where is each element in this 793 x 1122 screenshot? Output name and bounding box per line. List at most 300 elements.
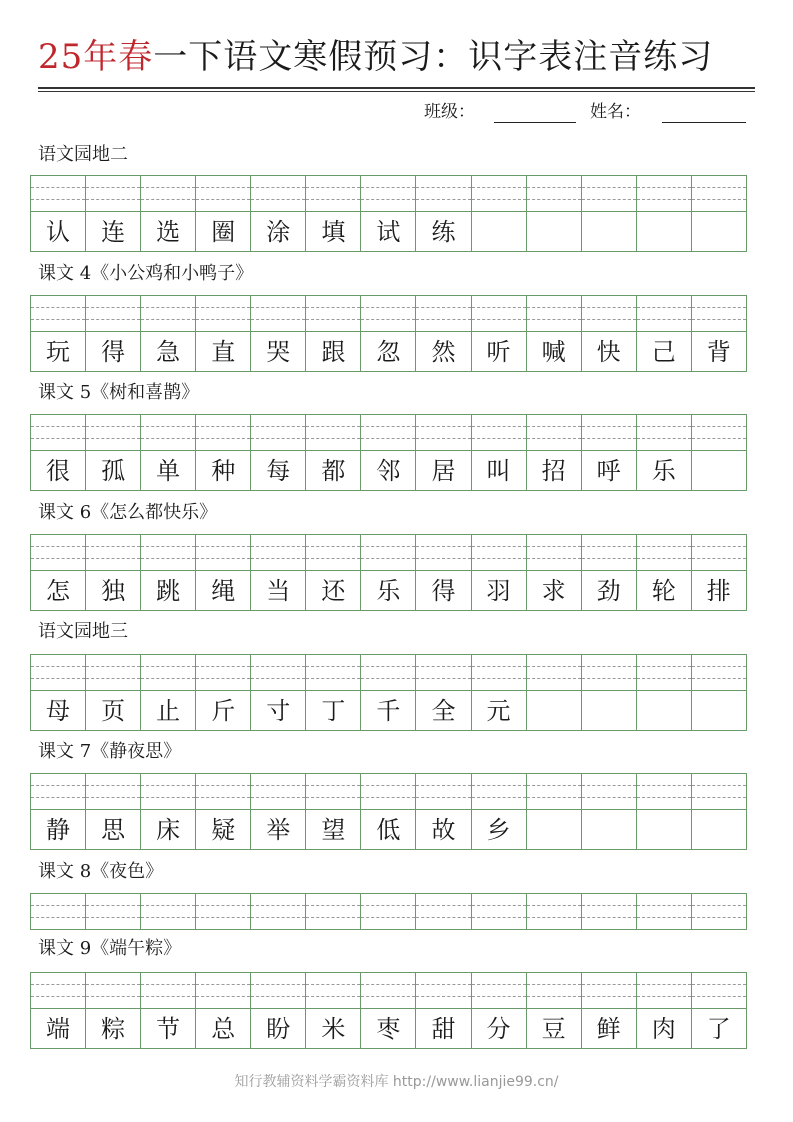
class-field[interactable] — [494, 122, 576, 123]
guide-line — [31, 199, 85, 200]
pinyin-cell[interactable] — [637, 534, 692, 571]
pinyin-cell[interactable] — [416, 773, 471, 810]
character-cell — [692, 691, 747, 731]
pinyin-cell[interactable] — [472, 175, 527, 212]
guide-line — [692, 785, 746, 786]
guide-line — [196, 558, 250, 559]
guide-line — [472, 666, 526, 667]
guide-line — [306, 438, 360, 439]
guide-line — [637, 546, 691, 547]
pinyin-cell[interactable] — [31, 414, 86, 451]
character-cell: 选 — [141, 212, 196, 252]
guide-line — [582, 187, 636, 188]
pinyin-cell[interactable] — [31, 295, 86, 332]
guide-line — [306, 785, 360, 786]
guide-line — [527, 187, 581, 188]
character-cell: 急 — [141, 332, 196, 372]
pinyin-cell[interactable] — [361, 175, 416, 212]
guide-line — [141, 558, 195, 559]
guide-line — [86, 187, 140, 188]
guide-line — [692, 546, 746, 547]
guide-line — [196, 678, 250, 679]
guide-line — [527, 797, 581, 798]
title-rule-thin — [38, 91, 755, 92]
character-cell — [527, 810, 582, 850]
pinyin-cell[interactable] — [582, 175, 637, 212]
guide-line — [637, 319, 691, 320]
pinyin-cell[interactable] — [141, 534, 196, 571]
character-cell: 喊 — [527, 332, 582, 372]
guide-line — [86, 426, 140, 427]
guide-line — [472, 785, 526, 786]
character-cell: 跳 — [141, 571, 196, 611]
pinyin-cell[interactable] — [196, 773, 251, 810]
guide-line — [141, 307, 195, 308]
pinyin-cell[interactable] — [196, 414, 251, 451]
character-cell: 思 — [86, 810, 141, 850]
guide-line — [196, 307, 250, 308]
guide-line — [141, 797, 195, 798]
pinyin-cell[interactable] — [637, 295, 692, 332]
character-cell — [582, 810, 637, 850]
character-cell: 涂 — [251, 212, 306, 252]
pinyin-cell[interactable] — [472, 773, 527, 810]
page-title — [38, 32, 758, 82]
pinyin-cell[interactable] — [692, 534, 747, 571]
guide-line — [416, 785, 470, 786]
guide-line — [141, 996, 195, 997]
pinyin-grid — [30, 414, 747, 491]
pinyin-cell[interactable] — [527, 972, 582, 1009]
guide-line — [582, 797, 636, 798]
guide-line — [31, 426, 85, 427]
pinyin-cell[interactable] — [306, 175, 361, 212]
guide-line — [582, 996, 636, 997]
pinyin-cell[interactable] — [582, 295, 637, 332]
guide-line — [306, 426, 360, 427]
guide-line — [472, 187, 526, 188]
guide-line — [637, 187, 691, 188]
pinyin-cell[interactable] — [196, 175, 251, 212]
guide-line — [472, 426, 526, 427]
pinyin-cell[interactable] — [361, 414, 416, 451]
guide-line — [472, 546, 526, 547]
pinyin-cell[interactable] — [527, 893, 582, 930]
character-cell: 然 — [416, 332, 471, 372]
guide-line — [196, 917, 250, 918]
pinyin-cell[interactable] — [582, 773, 637, 810]
pinyin-cell[interactable] — [251, 534, 306, 571]
guide-line — [472, 319, 526, 320]
title-main: 一下语文寒假预习：识字表注音练习 — [153, 37, 714, 77]
guide-line — [306, 558, 360, 559]
pinyin-cell[interactable] — [31, 773, 86, 810]
pinyin-cell[interactable] — [196, 534, 251, 571]
pinyin-cell[interactable] — [692, 773, 747, 810]
guide-line — [692, 438, 746, 439]
guide-line — [31, 785, 85, 786]
guide-line — [637, 426, 691, 427]
pinyin-cell[interactable] — [86, 175, 141, 212]
guide-line — [31, 678, 85, 679]
pinyin-cell[interactable] — [527, 295, 582, 332]
pinyin-grid — [30, 893, 747, 930]
guide-line — [416, 984, 470, 985]
pinyin-cell[interactable] — [86, 414, 141, 451]
guide-line — [416, 666, 470, 667]
pinyin-cell[interactable] — [141, 893, 196, 930]
guide-line — [251, 666, 305, 667]
pinyin-cell[interactable] — [251, 175, 306, 212]
character-cell: 静 — [31, 810, 86, 850]
guide-line — [361, 984, 415, 985]
pinyin-cell[interactable] — [637, 773, 692, 810]
guide-line — [637, 797, 691, 798]
character-cell — [637, 691, 692, 731]
guide-line — [306, 546, 360, 547]
guide-line — [527, 426, 581, 427]
character-cell: 排 — [692, 571, 747, 611]
pinyin-cell[interactable] — [416, 414, 471, 451]
guide-line — [31, 558, 85, 559]
character-cell: 连 — [86, 212, 141, 252]
guide-line — [637, 984, 691, 985]
character-cell: 都 — [306, 451, 361, 491]
character-cell: 邻 — [361, 451, 416, 491]
pinyin-cell[interactable] — [306, 893, 361, 930]
guide-line — [306, 797, 360, 798]
character-cell: 盼 — [251, 1009, 306, 1049]
guide-line — [637, 678, 691, 679]
pinyin-cell[interactable] — [637, 654, 692, 691]
section-title: 课文 5《树和喜鹊》 — [38, 382, 200, 403]
pinyin-cell[interactable] — [306, 414, 361, 451]
pinyin-cell[interactable] — [582, 534, 637, 571]
pinyin-cell[interactable] — [196, 972, 251, 1009]
pinyin-cell[interactable] — [472, 893, 527, 930]
guide-line — [527, 905, 581, 906]
pinyin-cell[interactable] — [86, 654, 141, 691]
guide-line — [692, 426, 746, 427]
guide-line — [416, 678, 470, 679]
pinyin-cell[interactable] — [141, 295, 196, 332]
character-cell — [582, 691, 637, 731]
pinyin-cell[interactable] — [692, 175, 747, 212]
guide-line — [251, 785, 305, 786]
pinyin-cell[interactable] — [306, 773, 361, 810]
guide-line — [582, 438, 636, 439]
pinyin-cell[interactable] — [251, 972, 306, 1009]
character-cell: 全 — [416, 691, 471, 731]
guide-line — [251, 996, 305, 997]
guide-line — [692, 905, 746, 906]
guide-line — [141, 438, 195, 439]
guide-line — [361, 678, 415, 679]
pinyin-cell[interactable] — [306, 534, 361, 571]
guide-line — [306, 307, 360, 308]
guide-line — [692, 984, 746, 985]
pinyin-cell[interactable] — [31, 654, 86, 691]
guide-line — [692, 797, 746, 798]
pinyin-cell[interactable] — [196, 893, 251, 930]
pinyin-cell[interactable] — [306, 654, 361, 691]
guide-line — [416, 558, 470, 559]
character-cell: 了 — [692, 1009, 747, 1049]
name-label: 姓名： — [590, 102, 641, 122]
guide-line — [196, 666, 250, 667]
pinyin-cell[interactable] — [86, 893, 141, 930]
guide-line — [582, 666, 636, 667]
character-cell: 哭 — [251, 332, 306, 372]
guide-line — [31, 319, 85, 320]
guide-line — [637, 438, 691, 439]
guide-line — [361, 546, 415, 547]
guide-line — [527, 438, 581, 439]
character-cell: 豆 — [527, 1009, 582, 1049]
pinyin-cell[interactable] — [527, 175, 582, 212]
pinyin-grid — [30, 175, 747, 252]
pinyin-cell[interactable] — [86, 295, 141, 332]
pinyin-cell[interactable] — [416, 295, 471, 332]
guide-line — [361, 187, 415, 188]
character-cell: 叫 — [472, 451, 527, 491]
pinyin-cell[interactable] — [251, 773, 306, 810]
title-year: 25年春 — [38, 37, 154, 77]
pinyin-cell[interactable] — [692, 414, 747, 451]
pinyin-cell[interactable] — [416, 534, 471, 571]
guide-line — [86, 678, 140, 679]
guide-line — [692, 558, 746, 559]
pinyin-cell[interactable] — [31, 175, 86, 212]
character-cell: 种 — [196, 451, 251, 491]
guide-line — [196, 797, 250, 798]
guide-line — [582, 319, 636, 320]
pinyin-grid — [30, 654, 747, 731]
character-cell — [692, 212, 747, 252]
character-cell: 止 — [141, 691, 196, 731]
guide-line — [251, 984, 305, 985]
pinyin-cell[interactable] — [306, 972, 361, 1009]
pinyin-cell[interactable] — [361, 295, 416, 332]
pinyin-cell[interactable] — [637, 893, 692, 930]
guide-line — [416, 426, 470, 427]
guide-line — [637, 905, 691, 906]
guide-line — [527, 307, 581, 308]
pinyin-cell[interactable] — [141, 654, 196, 691]
guide-line — [692, 678, 746, 679]
guide-line — [196, 905, 250, 906]
guide-line — [637, 996, 691, 997]
character-cell: 疑 — [196, 810, 251, 850]
guide-line — [692, 319, 746, 320]
character-cell: 快 — [582, 332, 637, 372]
guide-line — [141, 319, 195, 320]
pinyin-cell[interactable] — [31, 534, 86, 571]
pinyin-cell[interactable] — [527, 414, 582, 451]
guide-line — [472, 905, 526, 906]
pinyin-cell[interactable] — [472, 534, 527, 571]
pinyin-cell[interactable] — [306, 295, 361, 332]
pinyin-cell[interactable] — [472, 972, 527, 1009]
character-cell: 己 — [637, 332, 692, 372]
guide-line — [141, 199, 195, 200]
guide-line — [306, 905, 360, 906]
guide-line — [361, 319, 415, 320]
pinyin-cell[interactable] — [361, 773, 416, 810]
guide-line — [361, 785, 415, 786]
guide-line — [472, 199, 526, 200]
character-cell: 乐 — [637, 451, 692, 491]
name-field[interactable] — [662, 122, 746, 123]
character-cell: 端 — [31, 1009, 86, 1049]
pinyin-cell[interactable] — [637, 972, 692, 1009]
character-cell: 练 — [416, 212, 471, 252]
pinyin-cell[interactable] — [637, 175, 692, 212]
character-cell: 轮 — [637, 571, 692, 611]
guide-line — [196, 199, 250, 200]
pinyin-cell[interactable] — [31, 972, 86, 1009]
guide-line — [527, 785, 581, 786]
guide-line — [582, 558, 636, 559]
pinyin-cell[interactable] — [416, 972, 471, 1009]
character-cell: 独 — [86, 571, 141, 611]
character-cell — [472, 212, 527, 252]
pinyin-cell[interactable] — [416, 893, 471, 930]
guide-line — [251, 797, 305, 798]
pinyin-cell[interactable] — [527, 773, 582, 810]
pinyin-cell[interactable] — [141, 773, 196, 810]
guide-line — [472, 917, 526, 918]
pinyin-cell[interactable] — [692, 295, 747, 332]
guide-line — [306, 187, 360, 188]
guide-line — [251, 905, 305, 906]
character-cell: 怎 — [31, 571, 86, 611]
guide-line — [361, 666, 415, 667]
pinyin-cell[interactable] — [582, 654, 637, 691]
pinyin-cell[interactable] — [86, 972, 141, 1009]
guide-line — [361, 917, 415, 918]
guide-line — [361, 797, 415, 798]
character-cell — [527, 212, 582, 252]
character-cell — [692, 810, 747, 850]
pinyin-cell[interactable] — [582, 414, 637, 451]
guide-line — [86, 917, 140, 918]
character-cell: 故 — [416, 810, 471, 850]
character-cell: 单 — [141, 451, 196, 491]
pinyin-cell[interactable] — [582, 893, 637, 930]
guide-line — [86, 558, 140, 559]
pinyin-cell[interactable] — [582, 972, 637, 1009]
pinyin-cell[interactable] — [361, 972, 416, 1009]
character-cell — [692, 451, 747, 491]
guide-line — [251, 546, 305, 547]
character-cell: 背 — [692, 332, 747, 372]
guide-line — [141, 187, 195, 188]
pinyin-cell[interactable] — [472, 654, 527, 691]
pinyin-cell[interactable] — [692, 893, 747, 930]
pinyin-cell[interactable] — [141, 972, 196, 1009]
guide-line — [416, 797, 470, 798]
guide-line — [86, 785, 140, 786]
pinyin-cell[interactable] — [527, 654, 582, 691]
guide-line — [582, 426, 636, 427]
pinyin-cell[interactable] — [86, 534, 141, 571]
pinyin-cell[interactable] — [251, 295, 306, 332]
pinyin-cell[interactable] — [141, 414, 196, 451]
pinyin-cell[interactable] — [416, 654, 471, 691]
pinyin-cell[interactable] — [196, 654, 251, 691]
pinyin-cell[interactable] — [361, 654, 416, 691]
guide-line — [416, 905, 470, 906]
guide-line — [31, 666, 85, 667]
character-cell: 还 — [306, 571, 361, 611]
character-cell: 羽 — [472, 571, 527, 611]
guide-line — [31, 546, 85, 547]
pinyin-cell[interactable] — [361, 534, 416, 571]
guide-line — [527, 199, 581, 200]
guide-line — [361, 558, 415, 559]
guide-line — [141, 666, 195, 667]
guide-line — [416, 319, 470, 320]
guide-line — [637, 917, 691, 918]
guide-line — [306, 666, 360, 667]
guide-line — [692, 199, 746, 200]
pinyin-cell[interactable] — [251, 414, 306, 451]
guide-line — [86, 996, 140, 997]
character-cell: 鲜 — [582, 1009, 637, 1049]
pinyin-cell[interactable] — [31, 893, 86, 930]
pinyin-cell[interactable] — [86, 773, 141, 810]
pinyin-cell[interactable] — [527, 534, 582, 571]
guide-line — [582, 307, 636, 308]
character-cell: 米 — [306, 1009, 361, 1049]
guide-line — [251, 917, 305, 918]
pinyin-cell[interactable] — [692, 972, 747, 1009]
pinyin-cell[interactable] — [637, 414, 692, 451]
guide-line — [86, 905, 140, 906]
character-cell: 千 — [361, 691, 416, 731]
guide-line — [692, 996, 746, 997]
guide-line — [472, 678, 526, 679]
guide-line — [141, 984, 195, 985]
pinyin-cell[interactable] — [416, 175, 471, 212]
guide-line — [86, 438, 140, 439]
pinyin-cell[interactable] — [692, 654, 747, 691]
character-cell: 总 — [196, 1009, 251, 1049]
character-cell: 页 — [86, 691, 141, 731]
pinyin-cell[interactable] — [472, 414, 527, 451]
pinyin-cell[interactable] — [472, 295, 527, 332]
guide-line — [196, 187, 250, 188]
guide-line — [306, 996, 360, 997]
guide-line — [251, 438, 305, 439]
guide-line — [527, 546, 581, 547]
guide-line — [527, 319, 581, 320]
title-rule-thick — [38, 87, 755, 89]
pinyin-cell[interactable] — [196, 295, 251, 332]
guide-line — [86, 666, 140, 667]
guide-line — [141, 905, 195, 906]
section-title: 语文园地三 — [38, 621, 128, 642]
character-cell: 招 — [527, 451, 582, 491]
pinyin-cell[interactable] — [251, 893, 306, 930]
pinyin-cell[interactable] — [141, 175, 196, 212]
guide-line — [361, 307, 415, 308]
pinyin-cell[interactable] — [251, 654, 306, 691]
guide-line — [31, 917, 85, 918]
footer-source: 知行教辅资料学霸资料库 http://www.lianjie99.cn/ — [234, 1074, 559, 1090]
pinyin-cell[interactable] — [361, 893, 416, 930]
